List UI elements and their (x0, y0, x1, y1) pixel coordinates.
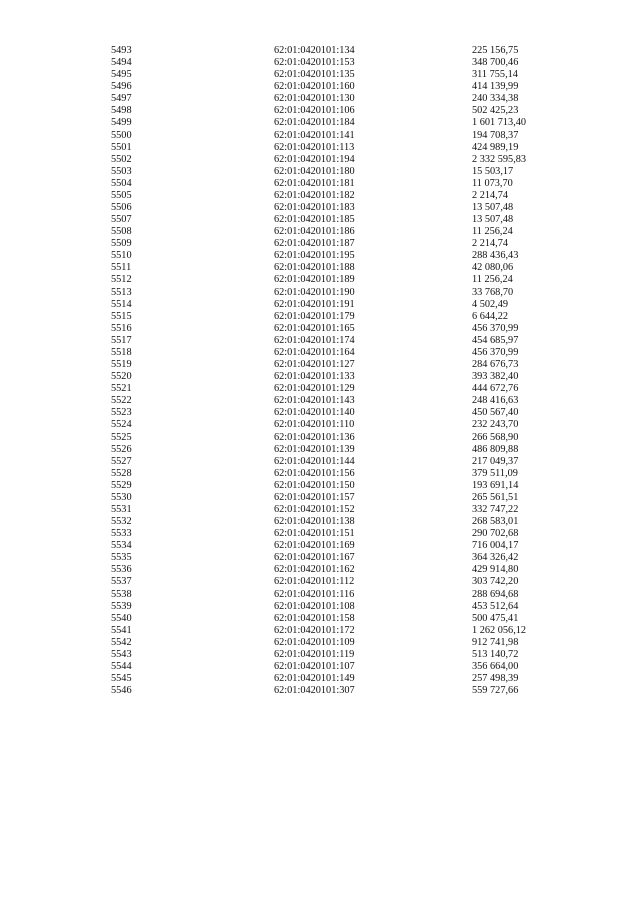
cadastral-number: 62:01:0420101:108 (274, 600, 355, 612)
cadastral-value: 364 326,42 (472, 552, 519, 564)
row-number: 5544 (111, 660, 132, 672)
row-number: 5539 (111, 600, 132, 612)
row-number: 5516 (111, 322, 132, 334)
row-number: 5506 (111, 202, 132, 214)
table-row (0, 637, 640, 649)
cadastral-value: 450 567,40 (472, 407, 519, 419)
row-number: 5496 (111, 81, 132, 93)
row-number: 5522 (111, 395, 132, 407)
cadastral-value: 486 809,88 (472, 443, 519, 455)
table-row (0, 419, 640, 431)
row-number: 5518 (111, 346, 132, 358)
table-row (0, 299, 640, 311)
cadastral-value: 1 601 713,40 (472, 117, 527, 129)
table-row (0, 661, 640, 673)
table-row (0, 552, 640, 564)
cadastral-number: 62:01:0420101:151 (274, 528, 355, 540)
cadastral-number: 62:01:0420101:136 (274, 431, 355, 443)
row-number: 5532 (111, 516, 132, 528)
cadastral-value: 257 498,39 (472, 673, 519, 685)
row-number: 5502 (111, 153, 132, 165)
cadastral-number: 62:01:0420101:190 (274, 286, 355, 298)
table-row (0, 93, 640, 105)
row-number: 5499 (111, 117, 132, 129)
table-row (0, 359, 640, 371)
table-row (0, 480, 640, 492)
row-number: 5505 (111, 189, 132, 201)
row-number: 5524 (111, 419, 132, 431)
row-number: 5531 (111, 503, 132, 515)
cadastral-value: 193 691,14 (472, 479, 519, 491)
table-row (0, 81, 640, 93)
cadastral-value: 11 073,70 (472, 177, 513, 189)
cadastral-number: 62:01:0420101:134 (274, 45, 355, 56)
table-row (0, 613, 640, 625)
cadastral-value: 332 747,22 (472, 503, 519, 515)
cadastral-number: 62:01:0420101:169 (274, 540, 355, 552)
cadastral-number: 62:01:0420101:195 (274, 250, 355, 262)
cadastral-value: 429 914,80 (472, 564, 519, 576)
cadastral-value: 248 416,63 (472, 395, 519, 407)
cadastral-value: 379 511,09 (472, 467, 518, 479)
table-row (0, 323, 640, 335)
cadastral-value: 453 512,64 (472, 600, 519, 612)
cadastral-number: 62:01:0420101:110 (274, 419, 355, 431)
cadastral-number: 62:01:0420101:172 (274, 624, 355, 636)
cadastral-value: 424 989,19 (472, 141, 519, 153)
cadastral-number: 62:01:0420101:152 (274, 503, 355, 515)
row-number: 5494 (111, 57, 132, 69)
cadastral-value: 288 694,68 (472, 588, 519, 600)
cadastral-value: 393 382,40 (472, 371, 519, 383)
row-number: 5535 (111, 552, 132, 564)
row-number: 5509 (111, 238, 132, 250)
table-row (0, 432, 640, 444)
cadastral-number: 62:01:0420101:183 (274, 202, 355, 214)
cadastral-number: 62:01:0420101:158 (274, 612, 355, 624)
row-number: 5503 (111, 165, 132, 177)
table-row (0, 262, 640, 274)
row-number: 5519 (111, 359, 132, 371)
table-row (0, 540, 640, 552)
cadastral-value: 194 708,37 (472, 129, 519, 141)
cadastral-number: 62:01:0420101:180 (274, 165, 355, 177)
row-number: 5534 (111, 540, 132, 552)
cadastral-value: 240 334,38 (472, 93, 519, 105)
table-row (0, 601, 640, 613)
row-number: 5529 (111, 479, 132, 491)
table-row (0, 625, 640, 637)
cadastral-number: 62:01:0420101:153 (274, 57, 355, 69)
cadastral-number: 62:01:0420101:129 (274, 383, 355, 395)
row-number: 5507 (111, 214, 132, 226)
cadastral-number: 62:01:0420101:186 (274, 226, 355, 238)
cadastral-number: 62:01:0420101:184 (274, 117, 355, 129)
cadastral-number: 62:01:0420101:179 (274, 310, 355, 322)
table-row (0, 69, 640, 81)
table-row (0, 190, 640, 202)
cadastral-value: 414 139,99 (472, 81, 519, 93)
cadastral-value: 716 004,17 (472, 540, 519, 552)
row-number: 5525 (111, 431, 132, 443)
cadastral-value: 232 243,70 (472, 419, 519, 431)
row-number: 5530 (111, 491, 132, 503)
cadastral-value: 284 676,73 (472, 359, 519, 371)
row-number: 5510 (111, 250, 132, 262)
cadastral-number: 62:01:0420101:181 (274, 177, 355, 189)
row-number: 5543 (111, 648, 132, 660)
cadastral-number: 62:01:0420101:133 (274, 371, 355, 383)
table-row (0, 274, 640, 286)
cadastral-value: 15 503,17 (472, 165, 514, 177)
table-row (0, 214, 640, 226)
row-number: 5526 (111, 443, 132, 455)
row-number: 5498 (111, 105, 132, 117)
row-number: 5541 (111, 624, 132, 636)
cadastral-value: 11 256,24 (472, 226, 513, 238)
table-row (0, 685, 640, 697)
table-row (0, 371, 640, 383)
row-number: 5495 (111, 69, 132, 81)
cadastral-value: 500 475,41 (472, 612, 519, 624)
cadastral-value: 13 507,48 (472, 202, 514, 214)
cadastral-value: 6 644,22 (472, 310, 509, 322)
cadastral-number: 62:01:0420101:138 (274, 516, 355, 528)
cadastral-value: 225 156,75 (472, 45, 519, 56)
cadastral-value: 454 685,97 (472, 334, 519, 346)
cadastral-value: 2 332 595,83 (472, 153, 527, 165)
row-number: 5508 (111, 226, 132, 238)
row-number: 5521 (111, 383, 132, 395)
table-row (0, 166, 640, 178)
table-row (0, 673, 640, 685)
cadastral-number: 62:01:0420101:162 (274, 564, 355, 576)
table-row (0, 178, 640, 190)
row-number: 5504 (111, 177, 132, 189)
cadastral-value: 456 370,99 (472, 346, 519, 358)
cadastral-number: 62:01:0420101:156 (274, 467, 355, 479)
cadastral-number: 62:01:0420101:143 (274, 395, 355, 407)
row-number: 5537 (111, 576, 132, 588)
row-number: 5512 (111, 274, 132, 286)
table-row (0, 468, 640, 480)
table-row (0, 564, 640, 576)
table-row (0, 105, 640, 117)
cadastral-number: 62:01:0420101:157 (274, 491, 355, 503)
cadastral-value: 311 755,14 (472, 69, 518, 81)
table-row (0, 45, 640, 57)
row-number: 5493 (111, 45, 132, 56)
row-number: 5500 (111, 129, 132, 141)
cadastral-number: 62:01:0420101:107 (274, 660, 355, 672)
table-row (0, 287, 640, 299)
cadastral-number: 62:01:0420101:189 (274, 274, 355, 286)
cadastral-value: 265 561,51 (472, 491, 519, 503)
table-row (0, 492, 640, 504)
cadastral-value: 11 256,24 (472, 274, 513, 286)
cadastral-number: 62:01:0420101:109 (274, 636, 355, 648)
row-number: 5515 (111, 310, 132, 322)
table-row (0, 250, 640, 262)
table-row (0, 528, 640, 540)
table-row (0, 504, 640, 516)
cadastral-value: 266 568,90 (472, 431, 519, 443)
cadastral-value: 348 700,46 (472, 57, 519, 69)
cadastral-value-table (0, 45, 640, 697)
cadastral-number: 62:01:0420101:149 (274, 673, 355, 685)
row-number: 5542 (111, 636, 132, 648)
table-row (0, 516, 640, 528)
row-number: 5527 (111, 455, 132, 467)
cadastral-value: 13 507,48 (472, 214, 514, 226)
cadastral-number: 62:01:0420101:164 (274, 346, 355, 358)
cadastral-number: 62:01:0420101:130 (274, 93, 355, 105)
table-row (0, 202, 640, 214)
cadastral-number: 62:01:0420101:165 (274, 322, 355, 334)
row-number: 5517 (111, 334, 132, 346)
cadastral-value: 2 214,74 (472, 189, 509, 201)
row-number: 5528 (111, 467, 132, 479)
cadastral-value: 268 583,01 (472, 516, 519, 528)
cadastral-value: 502 425,23 (472, 105, 519, 117)
table-row (0, 395, 640, 407)
table-row (0, 347, 640, 359)
cadastral-value: 559 727,66 (472, 685, 519, 697)
cadastral-value: 513 140,72 (472, 648, 519, 660)
cadastral-number: 62:01:0420101:188 (274, 262, 355, 274)
table-row (0, 444, 640, 456)
cadastral-number: 62:01:0420101:187 (274, 238, 355, 250)
cadastral-number: 62:01:0420101:160 (274, 81, 355, 93)
table-row (0, 226, 640, 238)
cadastral-number: 62:01:0420101:167 (274, 552, 355, 564)
table-row (0, 407, 640, 419)
cadastral-value: 444 672,76 (472, 383, 519, 395)
table-row (0, 117, 640, 129)
row-number: 5546 (111, 685, 132, 697)
row-number: 5533 (111, 528, 132, 540)
cadastral-value: 2 214,74 (472, 238, 509, 250)
row-number: 5513 (111, 286, 132, 298)
table-row (0, 154, 640, 166)
cadastral-number: 62:01:0420101:140 (274, 407, 355, 419)
cadastral-number: 62:01:0420101:113 (274, 141, 355, 153)
row-number: 5538 (111, 588, 132, 600)
cadastral-number: 62:01:0420101:119 (274, 648, 355, 660)
cadastral-number: 62:01:0420101:135 (274, 69, 355, 81)
table-row (0, 238, 640, 250)
cadastral-number: 62:01:0420101:116 (274, 588, 355, 600)
table-row (0, 383, 640, 395)
cadastral-value: 456 370,99 (472, 322, 519, 334)
cadastral-value: 4 502,49 (472, 298, 509, 310)
cadastral-number: 62:01:0420101:144 (274, 455, 355, 467)
table-row (0, 576, 640, 588)
cadastral-number: 62:01:0420101:307 (274, 685, 355, 697)
table-row (0, 130, 640, 142)
cadastral-value: 290 702,68 (472, 528, 519, 540)
cadastral-number: 62:01:0420101:141 (274, 129, 355, 141)
cadastral-value: 217 049,37 (472, 455, 519, 467)
cadastral-number: 62:01:0420101:174 (274, 334, 355, 346)
cadastral-number: 62:01:0420101:185 (274, 214, 355, 226)
row-number: 5540 (111, 612, 132, 624)
row-number: 5511 (111, 262, 132, 274)
cadastral-number: 62:01:0420101:191 (274, 298, 355, 310)
cadastral-value: 356 664,00 (472, 660, 519, 672)
table-row (0, 589, 640, 601)
cadastral-number: 62:01:0420101:194 (274, 153, 355, 165)
cadastral-number: 62:01:0420101:127 (274, 359, 355, 371)
cadastral-number: 62:01:0420101:182 (274, 189, 355, 201)
cadastral-number: 62:01:0420101:112 (274, 576, 355, 588)
cadastral-number: 62:01:0420101:106 (274, 105, 355, 117)
cadastral-value: 303 742,20 (472, 576, 519, 588)
cadastral-value: 912 741,98 (472, 636, 519, 648)
row-number: 5501 (111, 141, 132, 153)
cadastral-value: 1 262 056,12 (472, 624, 527, 636)
table-row (0, 649, 640, 661)
table-row (0, 57, 640, 69)
row-number: 5497 (111, 93, 132, 105)
table-row (0, 142, 640, 154)
cadastral-number: 62:01:0420101:139 (274, 443, 355, 455)
row-number: 5514 (111, 298, 132, 310)
table-row (0, 311, 640, 323)
row-number: 5523 (111, 407, 132, 419)
cadastral-value: 33 768,70 (472, 286, 514, 298)
row-number: 5545 (111, 673, 132, 685)
cadastral-number: 62:01:0420101:150 (274, 479, 355, 491)
row-number: 5536 (111, 564, 132, 576)
cadastral-value: 42 080,06 (472, 262, 514, 274)
table-row (0, 335, 640, 347)
row-number: 5520 (111, 371, 132, 383)
cadastral-value: 288 436,43 (472, 250, 519, 262)
table-row (0, 456, 640, 468)
